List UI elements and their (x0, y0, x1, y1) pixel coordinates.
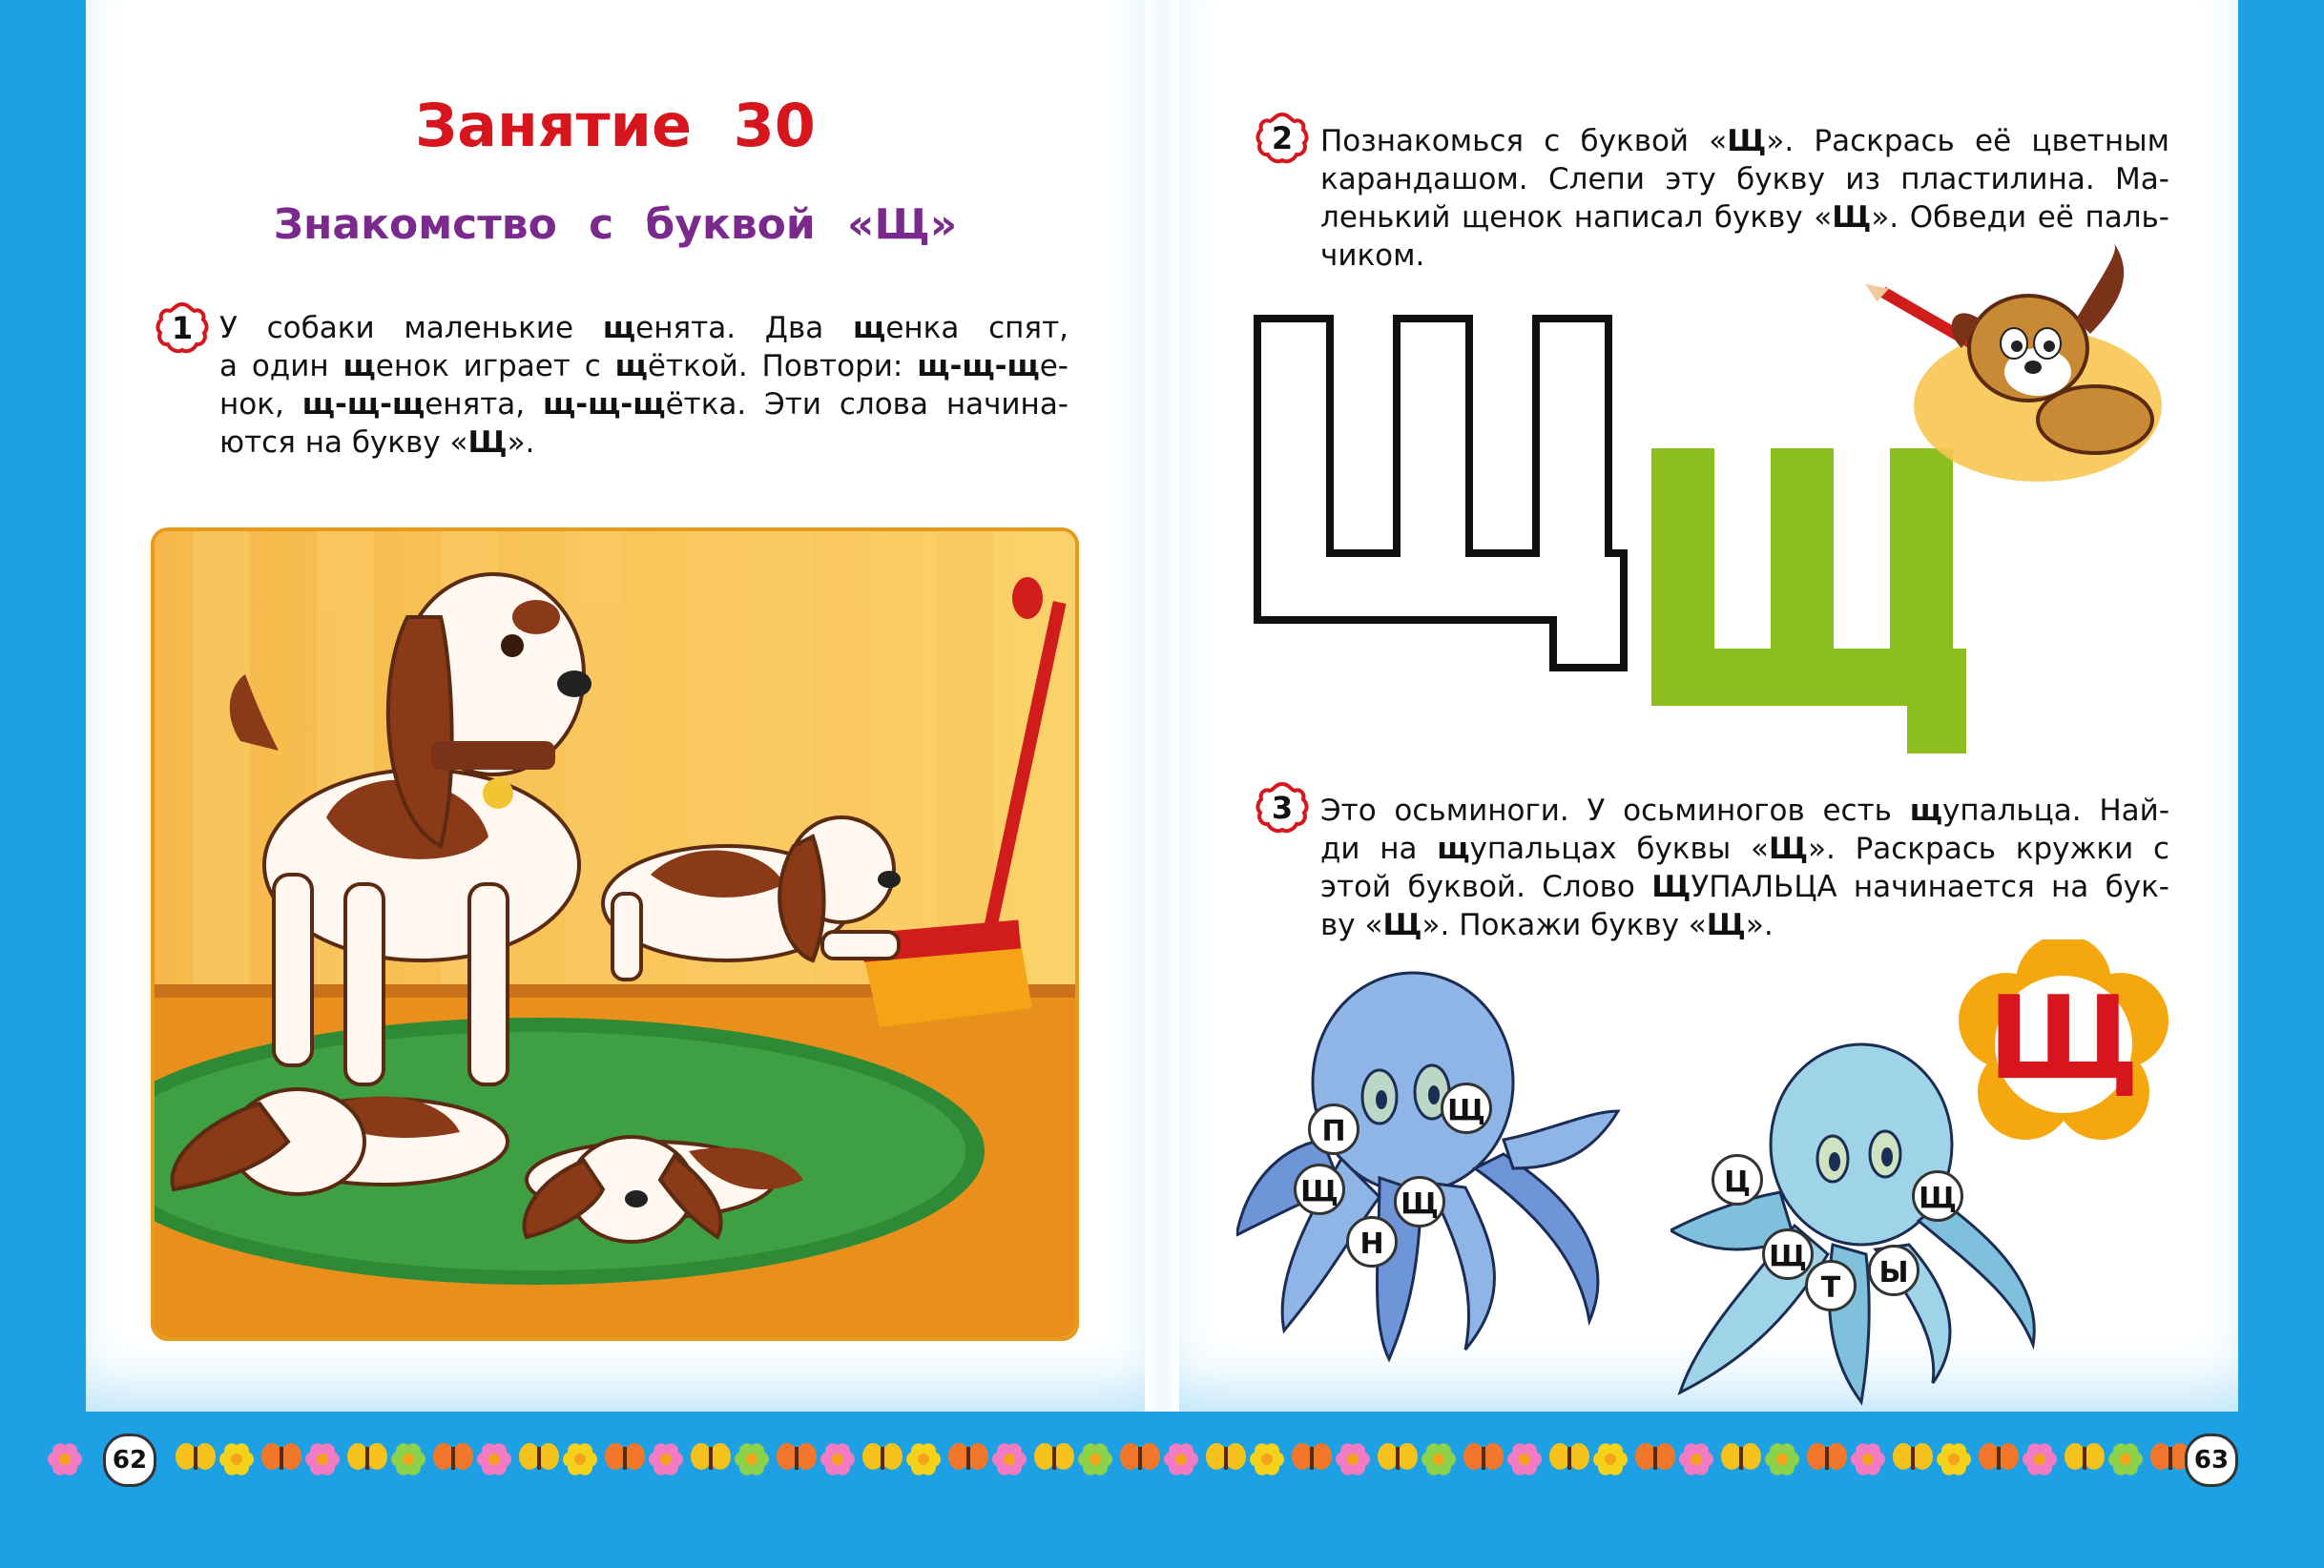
task-3-number: 3 (1271, 790, 1294, 826)
butterfly-icon (1034, 1443, 1074, 1470)
text-segment: ётка. Эти слова начина- (665, 387, 1069, 422)
octopus-2-image (1670, 1040, 2052, 1412)
octopus-2-letter-bubble[interactable]: Ы (1868, 1245, 1919, 1296)
highlighted-letters: Щ (1768, 832, 1809, 866)
highlighted-letters: Щ (467, 425, 508, 460)
text-segment: У собаки маленькие (219, 311, 603, 345)
butterfly-icon (1893, 1443, 1933, 1470)
text-line (219, 309, 1069, 347)
butterfly-icon (1721, 1443, 1761, 1470)
text-segment: УПАЛЬЦА начинается на бук- (1691, 870, 2169, 904)
highlighted-letters: щ (1909, 794, 1942, 828)
flower-icon (1078, 1443, 1112, 1475)
flower-icon (2023, 1443, 2057, 1475)
highlighted-letters: щ (602, 311, 636, 345)
green-letter-shcha (1651, 448, 1966, 753)
text-segment: чиком. (1320, 238, 1425, 273)
octopus-1-letter-bubble[interactable]: П (1308, 1104, 1359, 1155)
butterfly-icon (862, 1443, 903, 1470)
highlighted-letters: щ (342, 349, 376, 383)
text-line (1320, 830, 2169, 868)
highlighted-letters: Щ (1832, 200, 1872, 235)
text-segment: ленький щенок написал букву « (1320, 200, 1833, 235)
task-1-number: 1 (171, 310, 194, 346)
highlighted-letters: щ (1437, 832, 1470, 866)
text-line (219, 423, 1069, 462)
octopus-1-letter-bubble[interactable]: Щ (1294, 1164, 1345, 1215)
text-segment: ». Раскрась кружки с (1808, 832, 2169, 866)
octopus-1-letter-bubble[interactable]: Н (1346, 1216, 1398, 1268)
highlighted-letters: щ (853, 311, 886, 345)
text-segment: ди на (1320, 832, 1438, 866)
flower-icon (735, 1443, 769, 1475)
text-segment: ёткой. Повтори: (647, 349, 918, 383)
text-line (1320, 160, 2169, 198)
flower-icon (2108, 1443, 2143, 1475)
text-segment: ». (507, 425, 535, 460)
butterfly-icon (691, 1443, 731, 1470)
octopus-2-letter-bubble[interactable]: Ц (1712, 1154, 1763, 1206)
flower-icon (305, 1443, 340, 1475)
text-line (219, 385, 1069, 423)
text-segment: енята. Два (635, 311, 854, 345)
butterfly-icon (1206, 1443, 1246, 1470)
text-segment: ». Покажи букву « (1421, 908, 1707, 942)
flower-letter: Щ (1987, 973, 2140, 1105)
butterfly-icon (176, 1443, 216, 1470)
butterfly-icon (2065, 1443, 2105, 1470)
flower-icon (1593, 1443, 1628, 1475)
beagle-family-image (155, 531, 1075, 1337)
task-2-number-badge (1255, 111, 1310, 166)
page-number-left: 62 (103, 1434, 156, 1487)
flower-icon (1765, 1443, 1799, 1475)
green-letter-shape (1651, 448, 1966, 753)
flower-icon (1421, 1443, 1456, 1475)
flower-icon (992, 1443, 1027, 1475)
task-3-number-badge (1255, 780, 1310, 836)
task-1-text (219, 309, 1069, 462)
flower-icon (563, 1443, 597, 1475)
text-line (1320, 906, 2169, 944)
dogs-illustration (151, 527, 1079, 1341)
butterfly-icon (1807, 1443, 1847, 1470)
text-segment: Это осьминоги. У осьминогов есть (1320, 794, 1910, 828)
text-segment: е- (1039, 349, 1069, 383)
highlighted-letters: Щ (1706, 908, 1746, 942)
page-number-right: 63 (2185, 1434, 2238, 1487)
highlighted-letters: Щ (1651, 870, 1691, 904)
text-segment: а один (219, 349, 343, 383)
butterfly-icon (1635, 1443, 1675, 1470)
butterfly-icon (261, 1443, 301, 1470)
text-segment: енок играет с (375, 349, 615, 383)
text-segment: нок, (219, 387, 302, 422)
task-2-number: 2 (1271, 120, 1294, 156)
outline-letter-shcha (1254, 315, 1635, 677)
task-3-text (1320, 792, 2169, 944)
octopus-1-letter-bubble[interactable]: Щ (1394, 1176, 1445, 1228)
lesson-title: Занятие 30 (415, 91, 816, 160)
text-segment: ву « (1320, 908, 1383, 942)
flower-icon (1679, 1443, 1713, 1475)
butterfly-icon (433, 1443, 473, 1470)
text-line (1320, 198, 2169, 237)
highlighted-letters: щ-щ-щ (543, 387, 666, 422)
butterfly-icon (777, 1443, 817, 1470)
text-segment: енка спят, (885, 311, 1069, 345)
flower-icon (1937, 1443, 1971, 1475)
highlighted-letters: Щ (1727, 124, 1767, 158)
task-1-number-badge (155, 300, 210, 356)
butterfly-icon (1463, 1443, 1504, 1470)
flower-icon (1336, 1443, 1370, 1475)
flower-icon (1250, 1443, 1284, 1475)
octopus-2-letter-bubble[interactable]: Щ (1762, 1228, 1814, 1280)
butterfly-icon (1979, 1443, 2019, 1470)
text-segment: ». (1745, 908, 1774, 942)
flower-icon (1507, 1443, 1542, 1475)
butterfly-icon (347, 1443, 387, 1470)
octopus-2-letter-bubble[interactable]: Щ (1912, 1170, 1963, 1222)
flower-icon (649, 1443, 683, 1475)
highlighted-letters: щ-щ-щ (917, 349, 1040, 383)
text-line (1320, 868, 2169, 906)
butterfly-icon (605, 1443, 645, 1470)
flower-icon (391, 1443, 425, 1475)
text-segment: ». Обведи её паль- (1871, 200, 2169, 235)
butterfly-icon (519, 1443, 559, 1470)
flower-icon (1164, 1443, 1198, 1475)
flower-butterfly-border (38, 1426, 2286, 1493)
flower-icon (906, 1443, 941, 1475)
text-segment: Познакомься с буквой « (1320, 124, 1728, 158)
highlighted-letters: щ-щ-щ (301, 387, 425, 422)
text-line (219, 347, 1069, 385)
butterfly-icon (1378, 1443, 1418, 1470)
highlighted-letters: щ (614, 349, 648, 383)
text-segment: карандашом. Слепи эту букву из пластилина. Ма- (1320, 162, 2169, 196)
puppy-with-pencil-image (1847, 243, 2162, 491)
highlighted-letters: Щ (1382, 908, 1422, 942)
book-gutter (1145, 0, 1179, 1412)
flower-icon (219, 1443, 254, 1475)
flower-icon (48, 1443, 82, 1475)
flower-icon (477, 1443, 511, 1475)
octopus-1-letter-bubble[interactable]: Щ (1441, 1083, 1492, 1134)
text-segment: ются на букву « (219, 425, 468, 460)
text-segment: упальца. Най- (1941, 794, 2170, 828)
butterfly-icon (1120, 1443, 1160, 1470)
butterfly-icon (1292, 1443, 1332, 1470)
butterfly-icon (1549, 1443, 1589, 1470)
flower-icon (1851, 1443, 1885, 1475)
flower-icon (820, 1443, 855, 1475)
text-segment: ». Раскрась её цветным (1766, 124, 2169, 158)
lesson-subtitle: Знакомство с буквой «Щ» (273, 200, 958, 249)
octopus-2-letter-bubble[interactable]: Т (1805, 1260, 1857, 1311)
text-line (1320, 122, 2169, 160)
text-segment: енята, (425, 387, 544, 422)
left-page (86, 0, 1145, 1412)
text-segment: упальцах буквы « (1469, 832, 1769, 866)
butterfly-icon (948, 1443, 988, 1470)
text-segment: этой буквой. Слово (1320, 870, 1652, 904)
text-line (1320, 792, 2169, 830)
right-page (1179, 0, 2238, 1412)
